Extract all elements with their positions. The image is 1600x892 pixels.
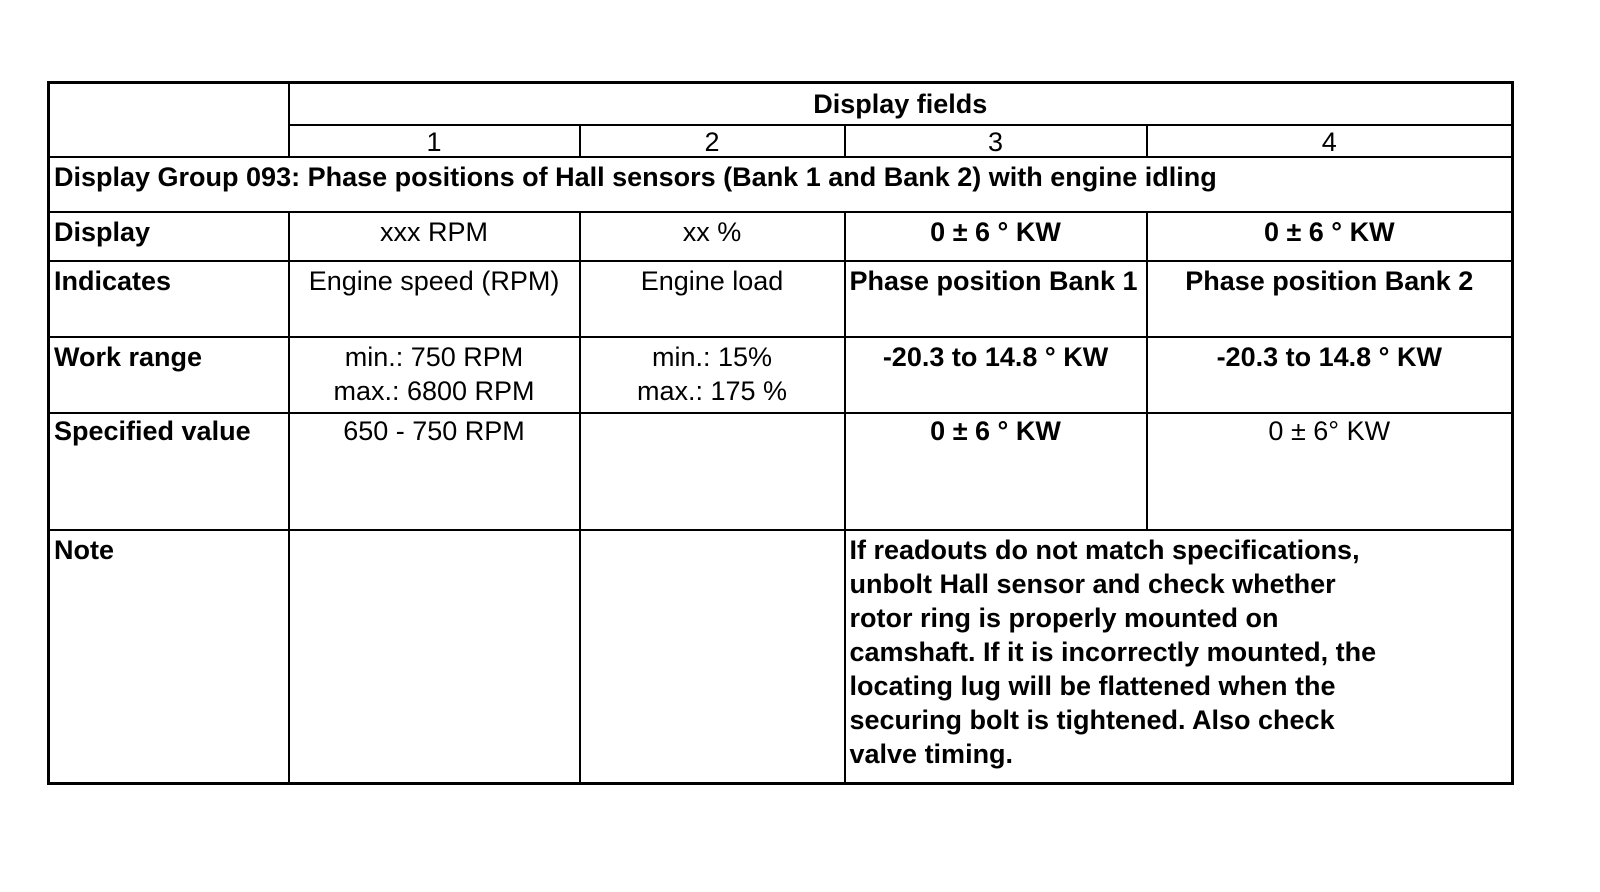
specified-value-field-3: 0 ± 6 ° KW [845, 413, 1147, 530]
work-range-field-1 [289, 337, 580, 413]
display-field-2: xx % [580, 212, 845, 261]
note-row [49, 530, 1513, 784]
work-range-field-2-min: min.: 15% [651, 341, 773, 372]
indicates-field-2: Engine load [580, 261, 845, 337]
note-line: valve timing. [849, 738, 1014, 769]
group-title-row [49, 157, 1513, 212]
note-line: securing bolt is tightened. Also check [849, 704, 1335, 735]
specified-value-row [49, 413, 1513, 530]
specified-value-label: Specified value [49, 413, 289, 530]
work-range-field-1-max: max.: 6800 RPM [333, 375, 535, 406]
display-label: Display [49, 212, 289, 261]
group-title: Display Group 093: Phase positions of Hall sensors (Bank 1 and Bank 2) with engine idling [49, 157, 1513, 212]
field-number-1: 1 [289, 125, 580, 157]
work-range-row [49, 337, 1513, 413]
indicates-row [49, 261, 1513, 337]
display-field-1: xxx RPM [289, 212, 580, 261]
note-line: camshaft. If it is incorrectly mounted, the [849, 636, 1377, 667]
field-number-3: 3 [845, 125, 1147, 157]
note-line: rotor ring is properly mounted on [849, 602, 1279, 633]
work-range-field-4: -20.3 to 14.8 ° KW [1147, 337, 1513, 413]
header-corner-cell [49, 83, 289, 157]
work-range-field-1-min: min.: 750 RPM [344, 341, 524, 372]
note-line: If readouts do not match specifications, [849, 534, 1360, 565]
field-number-4: 4 [1147, 125, 1513, 157]
work-range-field-3: -20.3 to 14.8 ° KW [845, 337, 1147, 413]
indicates-field-3: Phase position Bank 1 [845, 261, 1147, 337]
indicates-label: Indicates [49, 261, 289, 337]
display-row [49, 212, 1513, 261]
specified-value-field-1: 650 - 750 RPM [289, 413, 580, 530]
indicates-field-1: Engine speed (RPM) [289, 261, 580, 337]
display-fields-heading: Display fields [289, 83, 1513, 125]
indicates-field-4: Phase position Bank 2 [1147, 261, 1513, 337]
header-row [49, 83, 1513, 125]
work-range-field-2 [580, 337, 845, 413]
note-field-1 [289, 530, 580, 784]
display-field-4: 0 ± 6 ° KW [1147, 212, 1513, 261]
note-field-2 [580, 530, 845, 784]
field-number-2: 2 [580, 125, 845, 157]
display-group-table [47, 81, 1514, 785]
specified-value-field-4: 0 ± 6° KW [1147, 413, 1513, 530]
specified-value-field-2 [580, 413, 845, 530]
note-line: unbolt Hall sensor and check whether [849, 568, 1336, 599]
note-label: Note [49, 530, 289, 784]
note-line: locating lug will be flattened when the [849, 670, 1336, 701]
note-text [845, 530, 1513, 784]
work-range-field-2-max: max.: 175 % [636, 375, 788, 406]
display-field-3: 0 ± 6 ° KW [845, 212, 1147, 261]
work-range-label: Work range [49, 337, 289, 413]
